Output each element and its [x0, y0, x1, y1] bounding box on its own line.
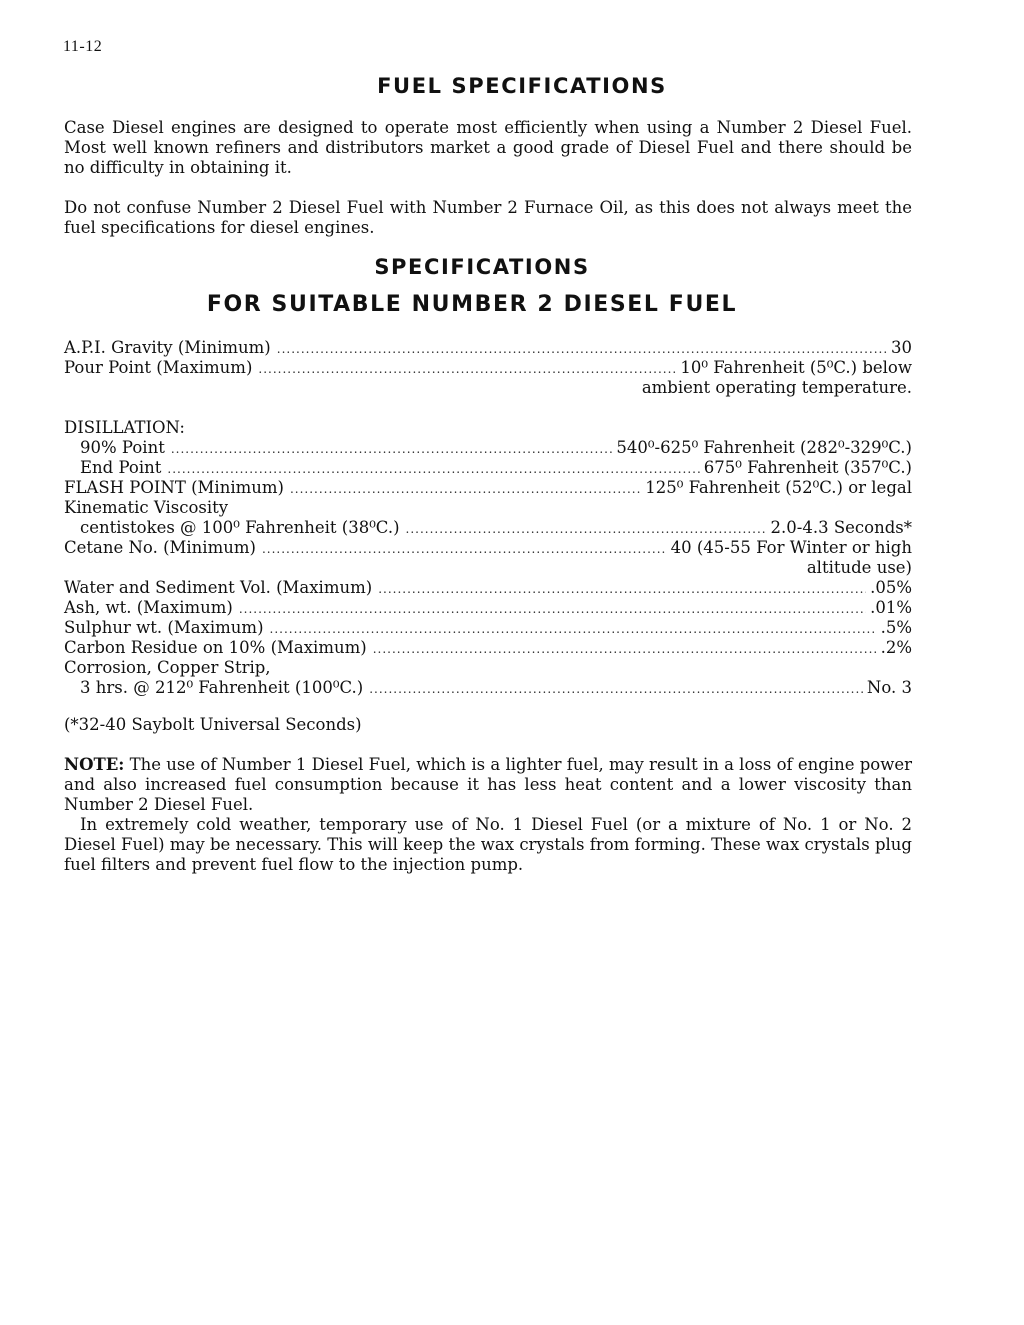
intro-paragraph: Case Diesel engines are designed to operate most efficiently when using a Number 2 Diesel Fuel. Most well known refiners and distributors market a good grade of Diesel Fuel and there should be no difficulty in obtaining it. [64, 118, 912, 177]
spec-label: Ash, wt. (Maximum) [64, 598, 233, 617]
leader-dots [239, 599, 866, 619]
cold-weather-paragraph: In extremely cold weather, temporary use of No. 1 Diesel Fuel (or a mixture of No. 1 or No. 2 Diesel Fuel) may be necessary. This will keep the wax crystals from forming. These wax crystals plug fuel filters and prevent fuel flow to the injection pump. [64, 815, 912, 874]
spec-value: 2.0-4.3 Seconds* [770, 518, 912, 537]
spec-label: 90% Point [80, 438, 165, 457]
spec-value: 30 [891, 338, 912, 357]
leader-dots [406, 519, 767, 539]
spec-value: .5% [880, 618, 912, 637]
spec-row-centistokes [64, 518, 912, 538]
spec-label: Pour Point (Maximum) [64, 358, 253, 377]
spec-label: Cetane No. (Minimum) [64, 538, 256, 557]
spec-value-continuation: ambient operating temperature. [641, 378, 912, 397]
leader-dots [378, 579, 866, 599]
corrosion-heading: Corrosion, Copper Strip, [64, 658, 271, 677]
specifications-heading: SPECIFICATIONS [374, 255, 590, 279]
distillation-heading: DISILLATION: [64, 418, 185, 437]
spec-row-cetane [64, 538, 912, 558]
leader-dots [171, 439, 613, 459]
footnote: (*32-40 Saybolt Universal Seconds) [64, 715, 362, 734]
leader-dots [277, 339, 887, 359]
page-title: FUEL SPECIFICATIONS [377, 74, 667, 98]
page-number: 11-12 [63, 38, 103, 55]
specification-list [64, 338, 912, 698]
note-text: The use of Number 1 Diesel Fuel, which is a lighter fuel, may result in a loss of engine power and also increased fuel consumption because it has less heat content and a lower viscosity than Number 2 Diesel Fuel. [64, 755, 912, 814]
spec-row-90-point [64, 438, 912, 458]
note-section [64, 755, 912, 875]
spec-label: A.P.I. Gravity (Minimum) [64, 338, 271, 357]
spec-label: Water and Sediment Vol. (Maximum) [64, 578, 373, 597]
spec-label: End Point [80, 458, 162, 477]
spec-label: Sulphur wt. (Maximum) [64, 618, 264, 637]
leader-dots [258, 359, 676, 379]
note-paragraph [64, 755, 912, 815]
spec-row-carbon-residue [64, 638, 912, 658]
spec-value: 10⁰ Fahrenheit (5⁰C.) below [680, 358, 912, 377]
specifications-subheading: FOR SUITABLE NUMBER 2 DIESEL FUEL [206, 292, 738, 317]
spec-row-api-gravity [64, 338, 912, 358]
spec-value: .01% [870, 598, 912, 617]
spec-row-flash-point [64, 478, 912, 498]
leader-dots [167, 459, 699, 479]
leader-dots [290, 479, 641, 499]
spec-value: No. 3 [866, 678, 912, 697]
spec-value: 40 (45-55 For Winter or high [670, 538, 912, 557]
spec-row-sulphur [64, 618, 912, 638]
spec-row-water-sediment [64, 578, 912, 598]
spec-label: Carbon Residue on 10% (Maximum) [64, 638, 367, 657]
leader-dots [373, 639, 877, 659]
spec-value: 125⁰ Fahrenheit (52⁰C.) or legal [645, 478, 912, 497]
leader-dots [369, 679, 863, 699]
spec-value: 675⁰ Fahrenheit (357⁰C.) [703, 458, 912, 477]
kinematic-viscosity-heading: Kinematic Viscosity [64, 498, 229, 517]
leader-dots [262, 539, 667, 559]
spec-label: 3 hrs. @ 212⁰ Fahrenheit (100⁰C.) [80, 678, 364, 697]
spec-value: .2% [880, 638, 912, 657]
furnace-oil-warning-paragraph: Do not confuse Number 2 Diesel Fuel with Number 2 Furnace Oil, as this does not always meet the fuel specifications for diesel engines. [64, 198, 912, 237]
spec-label: centistokes @ 100⁰ Fahrenheit (38⁰C.) [80, 518, 400, 537]
spec-row-corrosion [64, 678, 912, 698]
spec-label: FLASH POINT (Minimum) [64, 478, 284, 497]
spec-value-continuation: altitude use) [806, 558, 912, 577]
spec-value: 540⁰-625⁰ Fahrenheit (282⁰-329⁰C.) [616, 438, 912, 457]
leader-dots [270, 619, 877, 639]
spec-row-pour-point [64, 358, 912, 378]
spec-row-ash [64, 598, 912, 618]
note-label: NOTE: [64, 755, 125, 774]
spec-value: .05% [870, 578, 912, 597]
spec-row-end-point [64, 458, 912, 478]
